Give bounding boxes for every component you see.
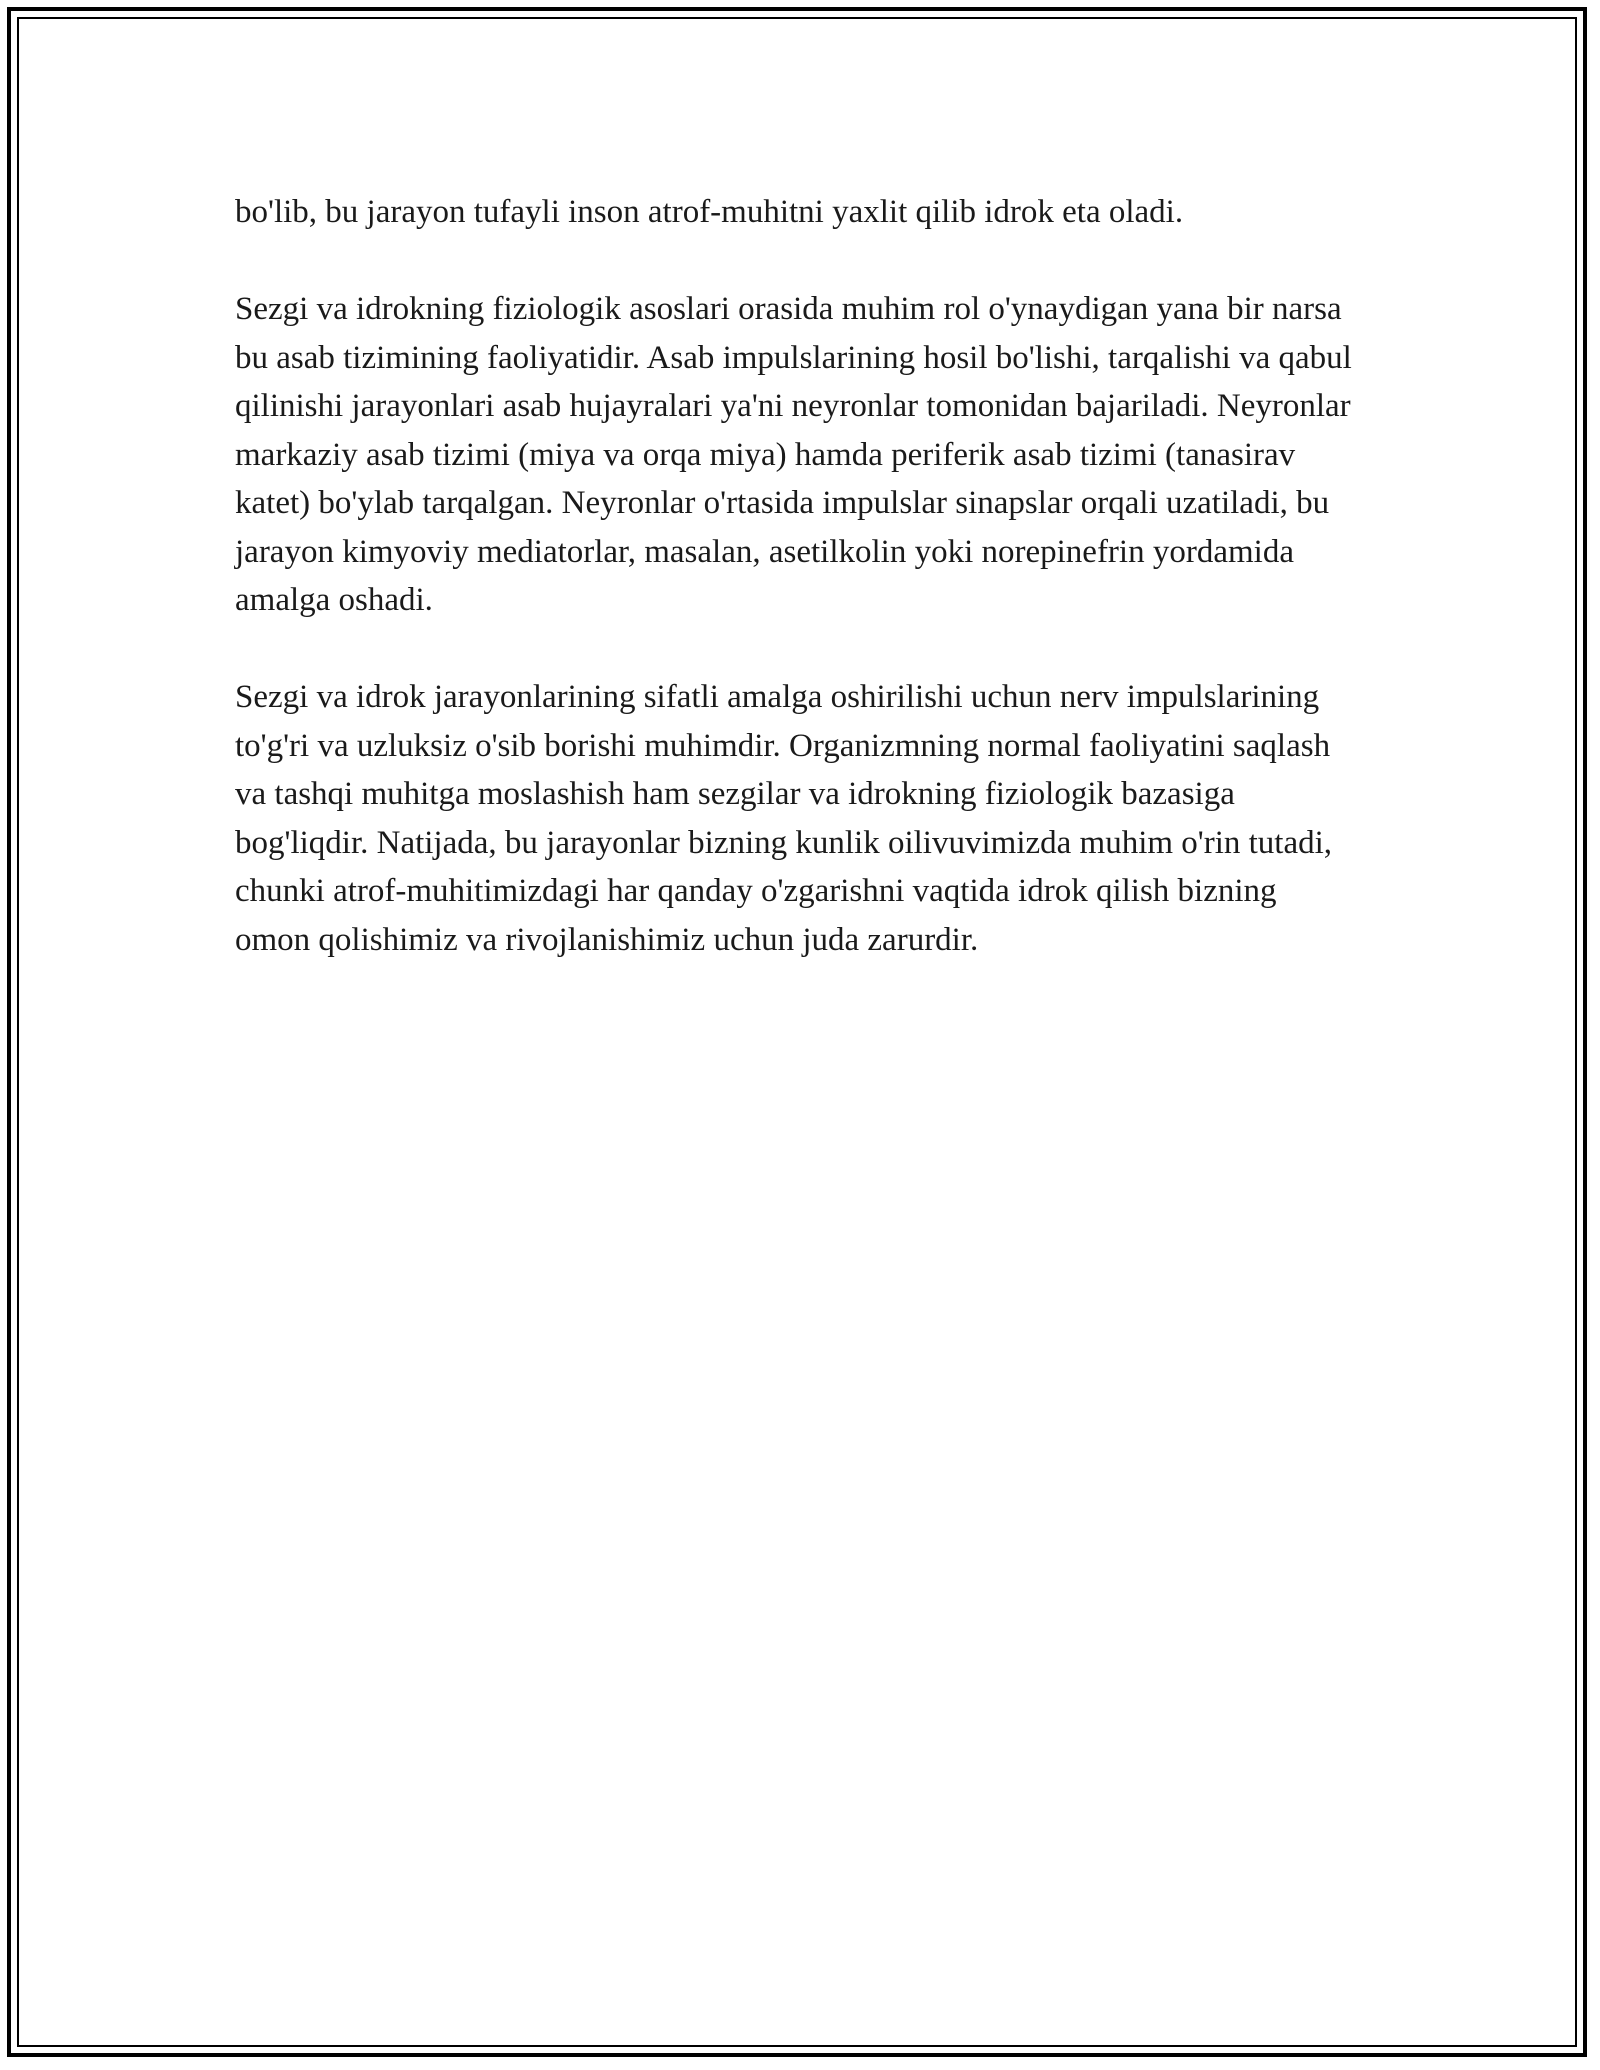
paragraph-nervous-system: Sezgi va idrokning fiziologik asoslari orasida muhim rol o'ynaydigan yana bir narsa bu asab tizimining faoliyatidir. Asab impulslarining hosil bo'lishi, tarqalishi va qabul qilinishi jarayonlari asab hujayralari ya'ni neyronlar tomonidan bajariladi. Neyronlar markaziy asab tizimi (miya va orqa miya) hamda periferik asab tizimi (tanasirav katet) bo'ylab tarqalgan. Neyronlar o'rtasida impulslar sinapslar orqali uzatiladi, bu jarayon kimyoviy mediatorlar, masalan, asetilkolin yoki norepinefrin yordamida amalga oshadi.: [235, 291, 1352, 618]
paragraph-nerve-impulses: Sezgi va idrok jarayonlarining sifatli amalga oshirilishi uchun nerv impulslarining to'g'ri va uzluksiz o'sib borishi muhimdir. Organizmning normal faoliyatini saqlash va tashqi muhitga moslashish ham sezgilar va idrokning fiziologik bazasiga bog'liqdir. Natijada, bu jarayonlar bizning kunlik oilivuvimizda muhim o'rin tutadi, chunki atrof-muhitimizdagi har qanday o'zgarishni vaqtida idrok qilish bizning omon qolishimiz va rivojlanishimiz uchun juda zarurdir.: [235, 679, 1333, 958]
paragraph-continuation: bo'lib, bu jarayon tufayli inson atrof-muhitni yaxlit qilib idrok eta oladi.: [235, 194, 1184, 230]
document-body: [235, 188, 1355, 1013]
